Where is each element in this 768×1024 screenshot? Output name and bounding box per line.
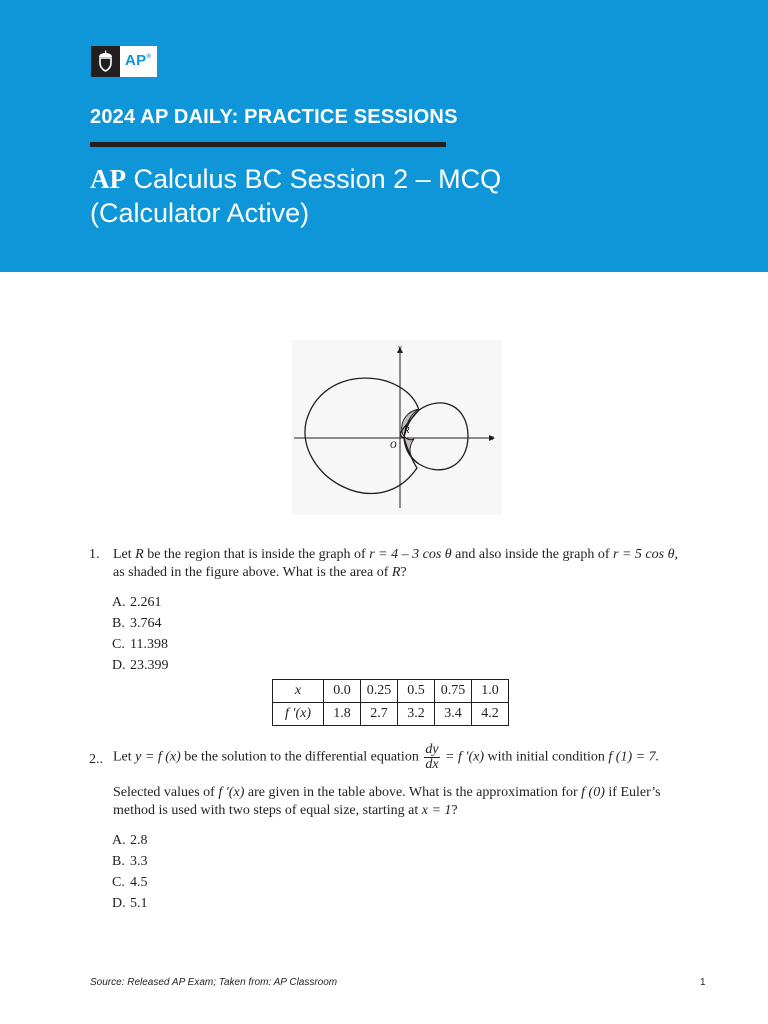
source-footnote: Source: Released AP Exam; Taken from: AP Classroom — [90, 977, 338, 988]
choice-a[interactable]: A. 2.261 — [112, 595, 162, 610]
title-line1: Calculus BC Session 2 – MCQ — [133, 164, 502, 194]
table-cell: 4.2 — [472, 703, 509, 726]
table-header-cell: x — [273, 680, 324, 703]
choice-d[interactable]: D. 23.399 — [112, 658, 169, 673]
x-axis-label: x — [490, 433, 494, 442]
title-line2: (Calculator Active) — [90, 198, 310, 228]
choice-d[interactable]: D. 5.1 — [112, 896, 148, 911]
table-cell: 1.8 — [324, 703, 361, 726]
choice-b[interactable]: B. 3.764 — [112, 616, 162, 631]
table-cell: 0.0 — [324, 680, 361, 703]
title-rule — [90, 142, 446, 147]
y-axis-label: y — [398, 343, 402, 352]
table-header-cell: f ′(x) — [273, 703, 324, 726]
polar-graph-figure — [292, 340, 502, 515]
table-cell: 3.2 — [398, 703, 435, 726]
region-label: R — [404, 425, 410, 435]
question-2-text-paragraph: Selected values of f ′(x) are given in the table above. What is the approximation for f (0) if Euler’s method is used with two steps of equal size, starting at x = 1? — [113, 785, 661, 818]
table-cell: 0.5 — [398, 680, 435, 703]
fprime-table — [272, 679, 509, 726]
table-cell: 2.7 — [361, 703, 398, 726]
dy-dx-fraction: $\frac{dy}{dx}$ — [425, 742, 439, 772]
question-number: 2.. — [89, 752, 103, 767]
logo-text: AP® — [125, 52, 152, 69]
acorn-icon — [91, 46, 120, 77]
table-cell: 3.4 — [435, 703, 472, 726]
choice-c[interactable]: C. 11.398 — [112, 637, 168, 652]
choice-c[interactable]: C. 4.5 — [112, 875, 148, 890]
ap-logo — [91, 46, 157, 77]
question-1-choices — [112, 592, 169, 676]
table-row — [273, 680, 509, 703]
question-number: 1. — [89, 547, 100, 562]
choice-b[interactable]: B. 3.3 — [112, 854, 148, 869]
table-cell: 1.0 — [472, 680, 509, 703]
choice-a[interactable]: A. 2.8 — [112, 833, 148, 848]
question-2-text: Let y = f (x) be the solution to the differential equation $\frac{dy}{dx}$ = f ′(x) with initial condition f (1) = 7. — [113, 742, 660, 772]
question-2-choices — [112, 830, 148, 914]
title-bold: AP — [90, 164, 126, 194]
table-row — [273, 703, 509, 726]
series-title: 2024 AP DAILY: PRACTICE SESSIONS — [90, 106, 458, 128]
question-1-text: Let R be the region that is inside the graph of r = 4 – 3 cos θ and also inside the graph of r = 5 cos θ, as shaded in the figure above. What is the area of R? — [113, 547, 678, 580]
page-title — [90, 162, 501, 230]
table-cell: 0.75 — [435, 680, 472, 703]
origin-label: O — [390, 440, 397, 450]
page-number: 1 — [700, 977, 706, 988]
table-cell: 0.25 — [361, 680, 398, 703]
header-banner — [0, 0, 768, 272]
